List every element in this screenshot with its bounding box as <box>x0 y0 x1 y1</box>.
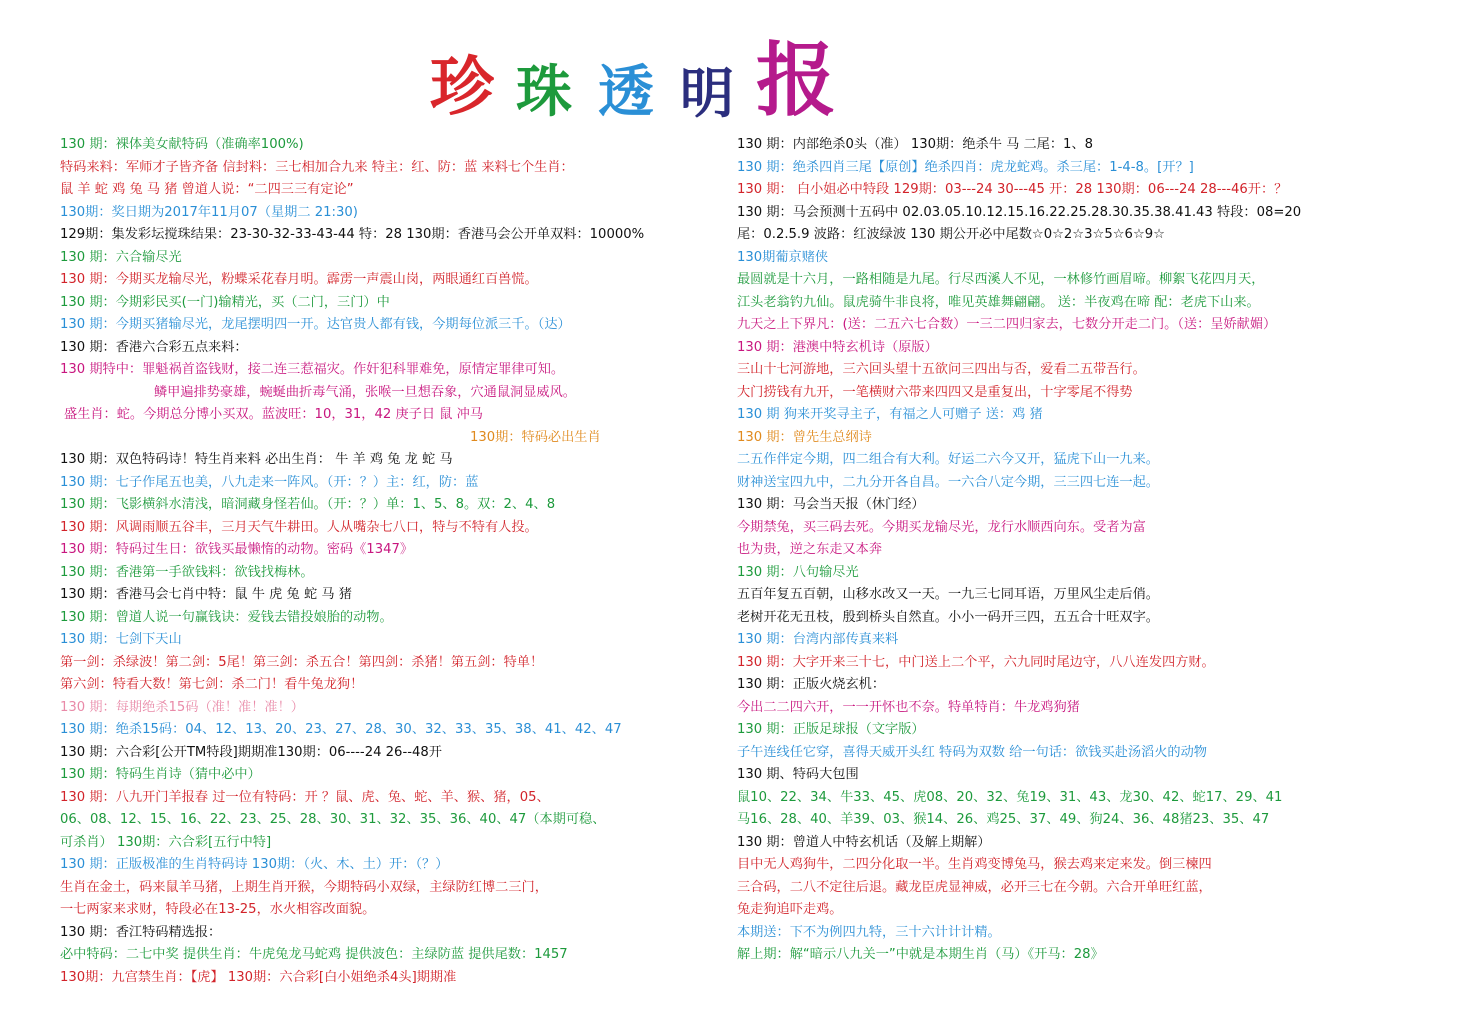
left-text-line: 鳞甲遍排势豪雄，蜿蜒曲折毒气涌，张喉一旦想吞象，穴通鼠洞显威风。 <box>154 384 576 400</box>
left-text-line: 130 期：今期彩民买(一门)输精光，买（二门，三门）中 <box>60 294 390 310</box>
right-text-line: 130 期：正版足球报（文字版） <box>737 722 925 737</box>
right-text-line: 130 期：台湾内部传真来料 <box>737 632 899 647</box>
left-text-line: 一七两家来求财，特段必在13-25，水火相容改面貌。 <box>60 902 376 917</box>
right-text-line: 财神送宝四九中，二九分开各自昌。一六合八定今期，三三四七连一起。 <box>737 474 1159 490</box>
left-text-line: 130 期：六合彩[公开TM特段]期期准130期：06----24 26--48开 <box>60 744 442 760</box>
right-text-line: 三合码，二八不定往后退。藏龙臣虎显神威，必开三七在今朝。六合开单旺红蓝， <box>737 879 1212 895</box>
right-text-line: 今出二二四六开，一一开怀也不奈。特单特肖：牛龙鸡狗猪 <box>737 699 1080 715</box>
left-text-line: 130 期：风调雨顺五谷丰，三月天气牛耕田。人从嘴杂七八口，特与不特有人投。 <box>60 519 538 535</box>
left-text-line: 生肖在金土，码来鼠羊马猪，上期生肖开猴，今期特码小双绿，主绿防红博二三门， <box>60 879 548 895</box>
left-text-line: 130期：特码必出生肖 <box>470 429 601 445</box>
left-text-line: 130 期：今期买龙输尽光，粉蝶采花春月明。霹雳一声震山岗，两眼通红百兽慌。 <box>60 272 538 287</box>
left-text-line: 盛生肖：蛇。今期总分博小买双。蓝波旺：10，31，42 庚子日 鼠 冲马 <box>64 407 483 422</box>
right-text-line: 目中无人鸡狗牛，二四分化取一半。生肖鸡变博兔马，猴去鸡来定来发。倒三楝四 <box>737 857 1212 872</box>
right-text-line: 解上期：解“暗示八九关一”中就是本期生肖（马）《开马：28》 <box>737 947 1104 962</box>
left-text-line: 130 期：裸体美女献特码（准确率100%) <box>60 137 304 152</box>
left-text-line: 130 期：香江特码精选报： <box>60 924 222 940</box>
right-text-line: 尾：0.2.5.9 波路：红波绿波 130 期公开必中尾数☆0☆2☆3☆5☆6☆9☆ <box>737 227 1165 242</box>
left-text-line: 130 期：绝杀15码：04、12、13、20、23、27、28、30、32、33、35、38、41、42、47 <box>60 722 622 737</box>
left-text-line: 130 期：今期买猪输尽光，龙尾摆明四一开。达官贵人都有钱，今期每位派三千。（达） <box>60 317 571 332</box>
left-text-line: 130 期：八九开门羊报春 过一位有特码：开 ？鼠、虎、兔、蛇、羊、猴、猪，05、 <box>60 789 550 805</box>
left-text-line: 130 期：正版极准的生肖特码诗 130期：（火、木、土）开：（？） <box>60 857 449 872</box>
right-text-line: 本期送：下不为例四九特，三十六计计计精。 <box>737 924 1001 940</box>
right-text-line: 最圆就是十六月，一路相随是九尾。行尽西溪人不见，一林修竹画眉啼。柳絮飞花四月天， <box>737 272 1265 287</box>
left-text-line: 130 期：飞影横斜水清浅，暗洞藏身怪若仙。（开：？）单：1、5、8。双：2、4、8 <box>60 497 556 512</box>
right-text-line: 130 期：内部绝杀0头（准） 130期：绝杀牛 马 二尾：1、8 <box>737 137 1094 152</box>
left-text-line: 130 期：六合输尽光 <box>60 249 182 265</box>
page-title <box>430 30 950 127</box>
right-text-line: 130 期：正版火烧玄机： <box>737 677 886 692</box>
right-text-line: 马16、28、40、羊39、03、猴14、26、鸡25、37、49、狗24、36、48猪23、35、47 <box>737 812 1270 827</box>
left-text-line: 130 期：特码过生日：欲钱买最懒惰的动物。密码《1347》 <box>60 542 414 557</box>
right-text-line: 五百年复五百朝，山移水改又一天。一九三七同耳语，万里风尘走后俏。 <box>737 587 1159 602</box>
right-text-line: 二五作伴定今期，四二组合有大利。好运二六今又开，猛虎下山一九来。 <box>737 452 1159 467</box>
left-text-line: 130 期：香港六合彩五点来料： <box>60 339 248 355</box>
right-text-line: 鼠10、22、34、牛33、45、虎08、20、32、兔19、31、43、龙30、42、蛇17、29、41 <box>737 789 1283 805</box>
right-text-line: 江头老翁钓九仙。鼠虎骑牛非良将，唯见英雄舞翩翩。 送：半夜鸡在啼 配：老虎下山来。 <box>737 294 1260 310</box>
title-char-4: 明 <box>680 61 734 125</box>
left-text-line: 可杀肖） 130期：六合彩[五行中特] <box>60 834 272 850</box>
right-text-line: 兔走狗追吓走鸡。 <box>737 902 843 917</box>
left-text-line: 130期：九宫禁生肖：【虎】 130期：六合彩[白小姐绝杀4头]期期准 <box>60 969 457 985</box>
left-text-line: 130 期：曾道人说一句赢钱诀：爱钱去错投娘胎的动物。 <box>60 609 393 625</box>
left-text-line: 特码来料：军师才子皆齐备 信封料：三七相加合九来 特主：红、防：蓝 来料七个生肖： <box>60 159 574 175</box>
left-text-line: 130 期：香港第一手欲钱料：欲钱找梅林。 <box>60 564 314 580</box>
left-text-line: 130 期：香港马会七肖中特：鼠 牛 虎 兔 蛇 马 猪 <box>60 587 352 602</box>
left-text-line: 06、08、12、15、16、22、23、25、28、30、31、32、35、36、40、47（本期可稳、 <box>60 812 606 827</box>
left-text-line: 130 期特中：罪魁祸首盗钱财，接二连三惹福灾。作奸犯科罪难免，原情定罪律可知。 <box>60 362 565 377</box>
left-text-line: 130期：奖日期为2017年11月07（星期二 21:30) <box>60 204 358 220</box>
left-text-line: 130 期：双色特码诗！特生肖来料 必出生肖： 牛 羊 鸡 兔 龙 蛇 马 <box>60 452 453 467</box>
right-text-line: 三山十七河游地，三六回头望十五欲问三四出与否，爱看二五带吾行。 <box>737 362 1146 377</box>
left-text-line: 鼠 羊 蛇 鸡 兔 马 猪 曾道人说：“二四三三有定论” <box>60 182 354 197</box>
left-text-line: 130 期：七剑下天山 <box>60 632 182 647</box>
right-text-line: 九天之上下界凡：(送：二五六七合数）一三二四归家去，七数分开走二门。（送：呈娇献媚） <box>737 317 1277 332</box>
right-text-line: 130 期、特码大包围 <box>737 767 859 782</box>
right-text-line: 130 期：大字开来三十七，中门送上二个平，六九同时尾边守，八八连发四方财。 <box>737 654 1215 670</box>
right-text-line: 130 期：曾道人中特玄机话（及解上期解） <box>737 834 991 850</box>
right-column <box>737 134 1437 967</box>
right-text-line: 今期禁兔，买三码去死。今期买龙输尽光，龙行水顺西向东。受者为富 <box>737 519 1146 535</box>
title-char-3: 透 <box>598 59 654 125</box>
right-text-line: 130期葡京赌侠 <box>737 249 829 265</box>
left-text-line: 130 期：特码生肖诗（猜中必中） <box>60 767 261 782</box>
right-text-line: 130 期：港澳中特玄机诗（原版） <box>737 339 938 355</box>
right-text-line: 子午连线任它穿，喜得天威开头红 特码为双数 给一句话：欲钱买赴汤滔火的动物 <box>737 744 1207 760</box>
right-text-line: 130 期： 白小姐必中特段 129期：03---24 30---45 开：28 130期：06---24 28---46开：？ <box>737 182 1288 197</box>
left-text-line: 130 期：七子作尾五也美，八九走来一阵风。（开：？）主：红，防：蓝 <box>60 474 479 490</box>
right-text-line: 130 期：马会当天报（休门经） <box>737 497 925 512</box>
left-text-line: 必中特码：二七中奖 提供生肖：牛虎兔龙马蛇鸡 提供波色：主绿防蓝 提供尾数：1457 <box>60 947 568 962</box>
right-text-line: 130 期：马会预测十五码中 02.03.05.10.12.15.16.22.25.28.30.35.38.41.43 特段：08=20 <box>737 204 1302 220</box>
right-text-line: 130 期：八句输尽光 <box>737 564 859 580</box>
left-text-line: 第一剑：杀绿波！第二剑：5尾！第三剑：杀五合！第四剑：杀猪！第五剑：特单！ <box>60 654 544 670</box>
right-text-line: 130 期：曾先生总纲诗 <box>737 429 872 445</box>
left-text-line: 129期：集发彩坛搅珠结果：23-30-32-33-43-44 特：28 130期：香港马会公开单双料：10000% <box>60 227 645 242</box>
right-text-line: 130 期：绝杀四肖三尾【原创】绝杀四肖：虎龙蛇鸡。杀三尾：1-4-8。[开？] <box>737 159 1194 175</box>
title-char-1: 珍 <box>430 50 494 125</box>
left-text-line: 130 期：每期绝杀15码（准！准！准！） <box>60 699 304 715</box>
title-char-5: 报 <box>756 33 836 127</box>
right-text-line: 也为贵，逆之东走又本奔 <box>737 542 883 557</box>
right-text-line: 老树开花无丑枝，殷到桥头自然直。小小一码开三四，五五合十旺双字。 <box>737 609 1159 625</box>
left-text-line: 第六剑：特看大数！第七剑：杀二门！看牛兔龙狗！ <box>60 677 364 692</box>
left-column <box>60 134 730 989</box>
title-char-2: 珠 <box>516 59 572 125</box>
right-text-line: 130 期 狗来开奖寻主子，有福之人可赠子 送：鸡 猪 <box>737 407 1043 422</box>
right-text-line: 大门捞钱有九开，一笔横财六带来四四又是重复出，十字零尾不得势 <box>737 384 1133 400</box>
